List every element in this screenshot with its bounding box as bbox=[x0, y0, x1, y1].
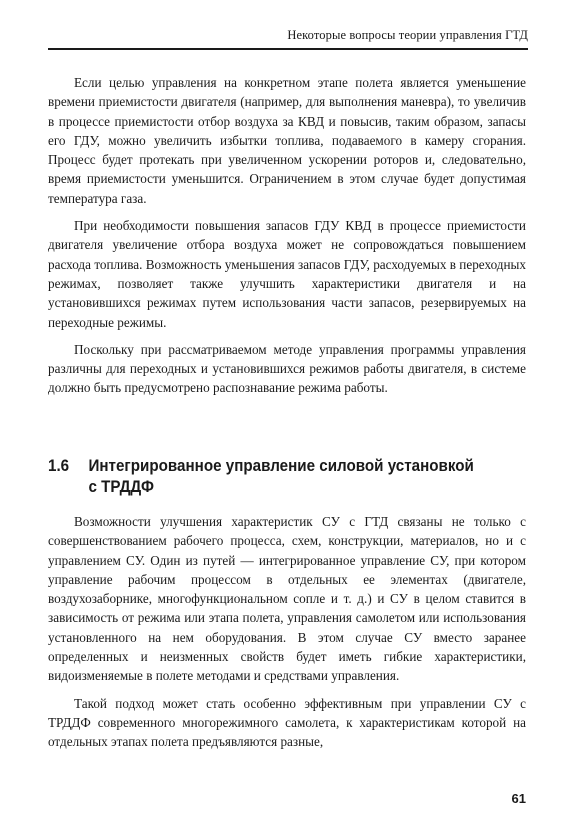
running-header-title: Некоторые вопросы теории управления ГТД bbox=[287, 28, 528, 42]
section-title bbox=[88, 456, 511, 498]
body-text-top bbox=[48, 73, 526, 398]
paragraph: Если целью управления на конкретном этапе полета является уменьшение времени приемистости двигателя (например, для выполнения маневра), то увеличив в процессе приемистости отбор воздуха за КВД и повысив, таким образом, запасы его ГДУ, можно увеличить избытки топлива, подаваемого в камеру сгорания. Процесс будет протекать при увеличенном ускорении роторов и, следовательно, время приемистости уменьшится. Ограничением в этом случае будет допустимая температура газа. bbox=[48, 75, 526, 206]
section-number: 1.6 bbox=[48, 457, 70, 475]
paragraph: Поскольку при рассматриваемом методе управления программы управления различны для переходных и установившихся режимов работы двигателя, в системе должно быть предусмотрено распознавание режима работы. bbox=[48, 341, 526, 396]
section-title-line: с ТРДДФ bbox=[88, 478, 154, 496]
running-header bbox=[48, 22, 528, 50]
paragraph: При необходимости повышения запасов ГДУ КВД в процессе приемистости двигателя увеличение отбора воздуха может не сопровождаться повышением расхода топлива. Возможность уменьшения запасов ГДУ, расходуемых в переходных режимах, позволяет также улучшить характеристики двигателя и на установившихся режимах путем использования части запасов, резервируемых на переходные режимы. bbox=[48, 218, 526, 330]
paragraph: Такой подход может стать особенно эффективным при управлении СУ с ТРДДФ современного многорежимного самолета, к характеристикам которой на отдельных этапах полета предъявляются разные, bbox=[48, 695, 526, 750]
section-title-line: Интегрированное управление силовой установкой bbox=[88, 457, 474, 475]
header-rule bbox=[48, 48, 528, 50]
paragraph: Возможности улучшения характеристик СУ с ГТД связаны не только с совершенствованием рабочего процесса, схем, конструкции, материалов, но и с управлением СУ. Один из путей — интегрированное управление СУ, при котором управление рабочим процессом в отдельных ее элементах (двигателе, воздухозаборнике, многофункциональном сопле и т. д.) и СУ в целом ставится в зависимость от режима или этапа полета, управления самолетом или использования установленного на нем оборудования. В этом случае СУ вместо заранее определенных и неизменных свойств будет иметь гибкие характеристики, видоизменяемые в полете методами и средствами управления. bbox=[48, 514, 526, 684]
body-text-bottom bbox=[48, 512, 526, 752]
page-number: 61 bbox=[511, 791, 526, 806]
